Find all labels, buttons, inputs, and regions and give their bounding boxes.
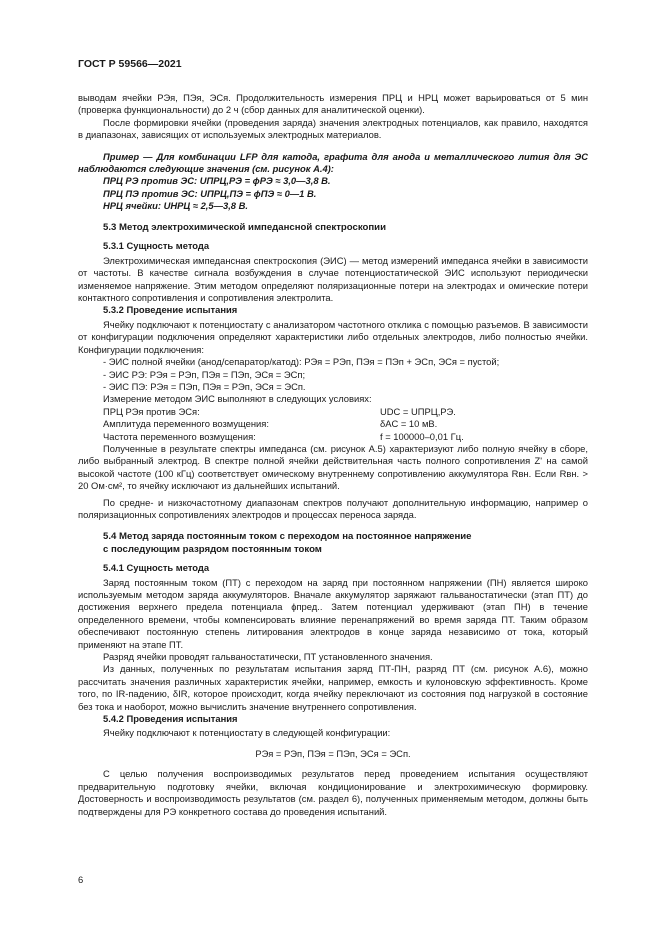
example-line-3: НРЦ ячейки: UНРЦ ≈ 2,5—3,8 В. bbox=[103, 199, 248, 211]
condition-row bbox=[78, 406, 588, 418]
frequency-range-paragraph: По средне- и низкочастотному диапазонам спектров получают дополнительную информацию, например о поляризационных сопротивлениях электродов и процессах переноса заряда. bbox=[78, 496, 588, 520]
condition-value: f = 100000–0,01 Гц. bbox=[380, 430, 464, 442]
section-5-4-title-line-1: 5.4 Метод заряда постоянным током с переходом на постоянное напряжение bbox=[103, 531, 472, 543]
standard-header: ГОСТ Р 59566—2021 bbox=[78, 58, 182, 70]
condition-value: UDC = UПРЦ,РЭ. bbox=[380, 405, 456, 417]
section-5-4-1-title: 5.4.1 Сущность метода bbox=[103, 562, 210, 574]
condition-value: δAC = 10 мВ. bbox=[380, 418, 438, 430]
section-5-3-2-text: Ячейку подключают к потенциостату с анализатором частотного отклика с помощью разъемов. В зависимости от конфигурации подключения определяют характеристики либо отдельных электродов, либо полностью ячейки. Конфигурации подключения: bbox=[78, 318, 588, 355]
config-item-3: - ЭИС ПЭ: РЭя = ПЭп, ПЭя = РЭп, ЭСя = ЭСп. bbox=[103, 380, 306, 392]
example-lead: Пример — Для комбинации LFP для катода, графита для анода и металлического лития для ЭС наблюдаются следующие значения (см. рисунок А.4): bbox=[78, 150, 588, 175]
condition-label: ПРЦ РЭя против ЭСя: bbox=[103, 405, 200, 417]
section-5-3-2-title: 5.3.2 Проведение испытания bbox=[103, 304, 238, 316]
condition-label: Амплитуда переменного возмущения: bbox=[103, 418, 269, 430]
document-page bbox=[78, 58, 588, 818]
impedance-result-paragraph: Полученные в результате спектры импеданса (см. рисунок А.5) характеризуют либо полную ячейку в сборе, либо выбранный электрод. В спектре полной ячейки действительная часть полного сопротивления Z' на самой высокой частоте (100 кГц) соответствует омическому внутреннему сопротивлению аккумулятора Rвн. Если Rвн. > 20 Ом·см², то ячейку исключают из дальнейших испытаний. bbox=[78, 442, 588, 492]
section-5-3-1-title: 5.3.1 Сущность метода bbox=[103, 240, 210, 252]
section-5-4-title bbox=[103, 531, 588, 556]
connection-formula: РЭя = РЭп, ПЭя = ПЭп, ЭСя = ЭСп. bbox=[255, 747, 411, 759]
condition-row bbox=[78, 418, 588, 430]
section-5-4-2-title: 5.4.2 Проведения испытания bbox=[103, 713, 238, 725]
intro-paragraph-2: После формировки ячейки (проведения заряда) значения электродных потенциалов, как правило, находятся в диапазонах, зависящих от используемых электродных материалов. bbox=[78, 116, 588, 141]
config-item-2: - ЭИС РЭ: РЭя = РЭп, ПЭя = ПЭп, ЭСя = ЭСп; bbox=[103, 368, 306, 380]
example-line-1: ПРЦ РЭ против ЭС: UПРЦ,РЭ = ϕРЭ ≈ 3,0—3,8 В. bbox=[103, 175, 331, 187]
section-5-4-1-paragraph-1: Заряд постоянным током (ПТ) с переходом на заряд при постоянном напряжении (ПН) является широко используемым методом заряда аккумуляторов. Вначале аккумулятор заряжают гальваностатически (этап ПТ) до достижения верхнего предела потенциала ϕпред.. Затем потенциал удерживают (этап ПН) в течение определенного времени, чтобы компенсировать влияние перенапряжений во время заряда ПТ. Таким образом обеспечивают постоянную степень литирования электродов в конце заряда независимо от тока, который применяют на этапе ПТ. bbox=[78, 576, 588, 650]
section-5-3-title: 5.3 Метод электрохимической импедансной спектроскопии bbox=[103, 222, 386, 234]
section-5-4-2-paragraph-2: С целью получения воспроизводимых результатов перед проведением испытания осуществляют предварительную подготовку ячейки, включая кондиционирование и электрохимическую формировку. Достоверность и воспроизводимость результатов (см. раздел 6), полученных применяемым методом, должны быть подтверждены для РЭ конкретного состава до проведения испытаний. bbox=[78, 768, 588, 817]
section-5-4-1-paragraph-2: Разряд ячейки проводят гальваностатически, ПТ установленного значения. bbox=[103, 651, 433, 663]
conditions-lead: Измерение методом ЭИС выполняют в следующих условиях: bbox=[103, 393, 372, 405]
section-5-4-title-line-2: с последующим разрядом постоянным током bbox=[103, 543, 322, 555]
example-line-2: ПРЦ ПЭ против ЭС: UПРЦ,ПЭ = ϕПЭ ≈ 0—1 В. bbox=[103, 187, 317, 199]
page-number: 6 bbox=[78, 874, 84, 885]
section-5-3-1-text: Электрохимическая импедансная спектроскопия (ЭИС) — метод измерений импеданса ячейки в зависимости от частоты. В качестве сигнала возбуждения в случае потенциостатической ЭИС используют периодически изменяемое напряжение. Этим методом определяют поляризационные потери на электродах и омические потери контактного сопротивления и сопротивления электролита. bbox=[78, 254, 588, 304]
condition-row bbox=[78, 431, 588, 443]
intro-paragraph-1: выводам ячейки РЭя, ПЭя, ЭСя. Продолжительность измерения ПРЦ и НРЦ может варьироваться от 5 мин (проверка функциональности) до 2 ч (сбор данных для аналитической оценки). bbox=[78, 92, 588, 116]
section-5-4-2-paragraph-1: Ячейку подключают к потенциостату в следующей конфигурации: bbox=[103, 727, 391, 739]
config-item-1: - ЭИС полной ячейки (анод/сепаратор/катод): РЭя = РЭп, ПЭя = ПЭп + ЭСп, ЭСя = пустой; bbox=[103, 356, 500, 368]
condition-label: Частота переменного возмущения: bbox=[103, 430, 256, 442]
section-5-4-1-paragraph-3: Из данных, полученных по результатам испытания заряд ПТ-ПН, разряд ПТ (см. рисунок А.6), можно рассчитать значения различных характеристик ячейки, например, емкость и кулоновскую эффективность. Кроме того, по IR-падению, δIR, которое происходит, когда ячейку переключают из состояния под нагрузкой в состояние без тока и наоборот, можно вычислить значение внутреннего сопротивления. bbox=[78, 663, 588, 712]
